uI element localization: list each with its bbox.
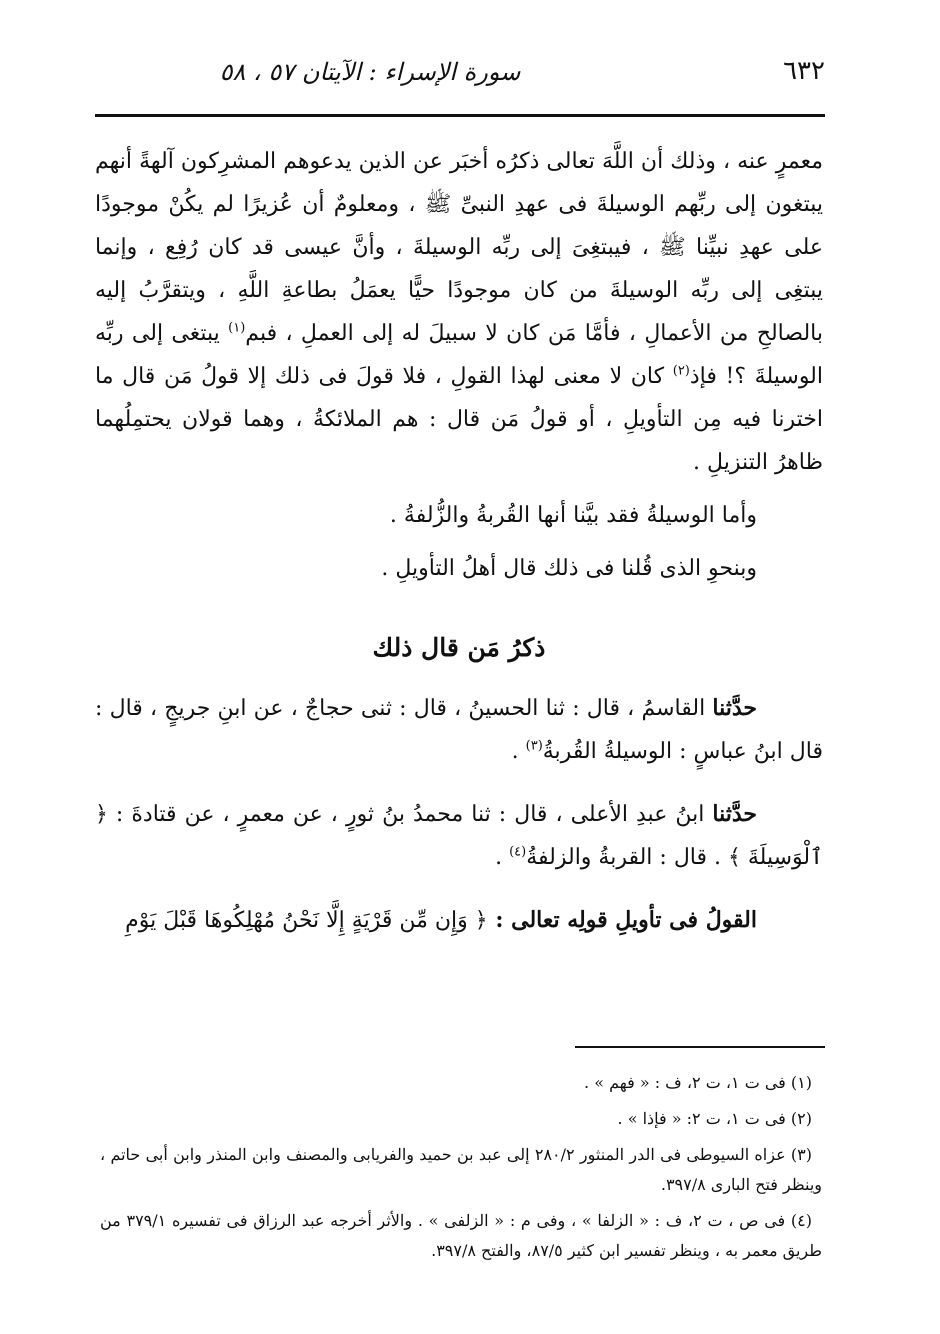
hadith-text: ابنُ عبدِ الأعلى ، قال : ثنا محمدُ بنُ ثورٍ ، عن معمرٍ ، عن قتادةَ : ﴿ ٱلْوَسِيلَةَ ﴾ . قال : القربةُ والزلفةُ <box>95 802 823 870</box>
verse-interpretation-heading <box>95 899 823 942</box>
page-number: ٦٣٢ <box>783 56 825 86</box>
hadith-end: . <box>511 739 526 764</box>
footnote-item: (٢) فى ت ١، ت ٢: « فإذا » . <box>617 1109 812 1128</box>
hadith-lead: حدَّثنا <box>712 695 757 721</box>
hadith-text: القاسمُ ، قال : ثنا الحسينُ ، قال : ثنى حجاجٌ ، عن ابنِ جريجٍ ، قال : قال ابنُ عباسٍ : الوسيلةُ القُربةُ <box>95 696 823 764</box>
header-divider <box>95 114 825 117</box>
hadith-entry <box>95 793 823 879</box>
footnote-marker[interactable]: (٤) <box>509 844 527 860</box>
hadith-end: . <box>495 845 510 870</box>
paragraph-text: معمرٍ عنه ، وذلك أن اللَّهَ تعالى ذكرُه أخبَر عن الذين يدعوهم المشرِكون آلهةً أنهم يبتغون إلى ربِّهم الوسيلةَ فى عهدِ النبىِّ ﷺ ، ومعلومٌ أن عُزيرًا لم يكُنْ موجودًا على عهدِ نبيِّنا ﷺ ، فيبتغِىَ إلى ربِّه الوسيلةَ ، وأنَّ عيسى قد كان رُفِع ، وإنما يبتغِى إلى ربِّه الوسيلةَ من كان موجودًا حيًّا يعمَلُ بطاعةِ اللَّهِ ، ويتقرَّبُ إليه بالصالحِ من الأعمالِ ، فأمَّا مَن كان لا سبيلَ له إلى العملِ ، فبم <box>95 149 823 346</box>
interpretation-lead: القولُ فى تأويلِ قولِه تعالى : <box>487 907 757 933</box>
main-text <box>95 140 823 942</box>
hadith-lead: حدَّثنا <box>712 801 757 827</box>
hadith-entry <box>95 687 823 773</box>
paragraph-text: كان لا معنى لهذا القولِ ، فلا قولَ فى ذلك إلا قولُ مَن قال ما اخترنا فيه مِن التأويلِ ، أو قولُ مَن قال : هم الملائكةُ ، وهما قولان يحتمِلُهما ظاهرُ التنزيلِ . <box>95 364 823 475</box>
footnote-item: (١) فى ت ١، ت ٢، ف : « فهم » . <box>584 1073 812 1092</box>
footnote-divider <box>575 1046 825 1048</box>
footnotes <box>100 1068 822 1272</box>
footnote-item: (٤) فى ص ، ت ٢، ف : « الزلفا » ، وفى م : « الزلفى » . والأثر أخرجه عبد الرزاق فى تفسيره ٣٧٩/١ من طريق معمر به ، وينظر تفسير ابن كثير ٨٧/٥، والفتح ٣٩٧/٨. <box>100 1211 822 1260</box>
footnote-marker[interactable]: (٣) <box>525 738 543 754</box>
paragraph-wasila: وأما الوسيلةُ فقد بيَّنا أنها القُربةُ والزُّلفةُ . <box>389 503 757 528</box>
running-title: سورة الإسراء : الآيتان ٥٧ ، ٥٨ <box>219 58 521 86</box>
page-header <box>95 52 825 94</box>
paragraph-tawil: وبنحوِ الذى قُلنا فى ذلك قال أهلُ التأويلِ . <box>381 556 757 581</box>
paragraph-commentary <box>95 140 823 484</box>
paragraph-text: يبتغى إلى ربِّه الوسيلةَ ؟! فإذ <box>95 321 823 389</box>
section-heading: ذكرُ مَن قال ذلك <box>372 633 546 662</box>
footnote-marker[interactable]: (١) <box>228 320 246 336</box>
footnote-marker[interactable]: (٢) <box>672 363 690 379</box>
footnote-item: (٣) عزاه السيوطى فى الدر المنثور ٢٨٠/٢ إلى عبد بن حميد والفريابى والمصنف وابن المنذر وابن أبى حاتم ، وينظر فتح البارى ٣٩٧/٨. <box>100 1145 822 1194</box>
quran-verse: ﴿ وَإِن مِّن قَرْيَةٍ إِلَّا نَحْنُ مُهْلِكُوهَا قَبْلَ يَوْمِ <box>125 908 488 933</box>
